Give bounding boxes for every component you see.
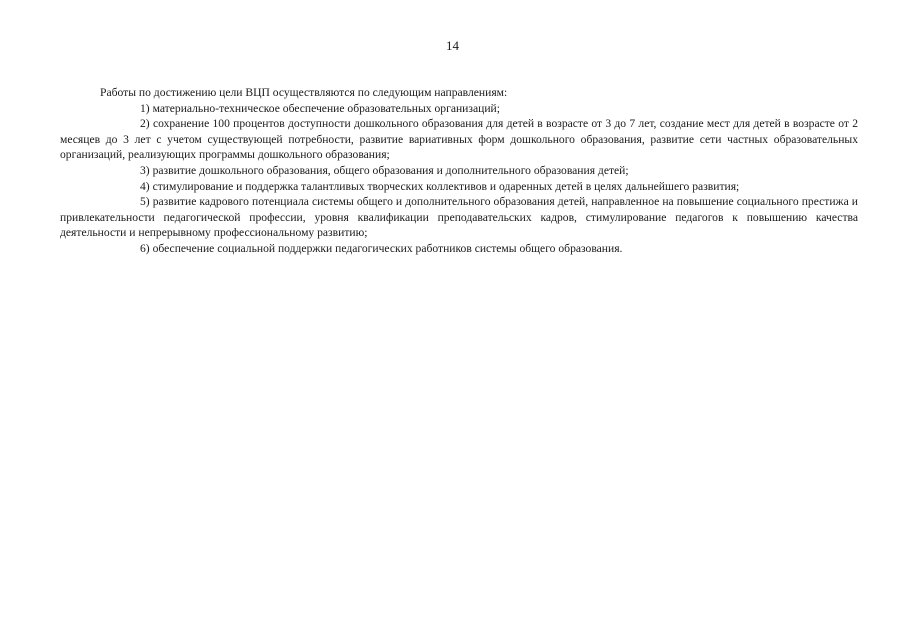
list-item-number: 1) [140, 101, 150, 115]
list-item-number: 3) [140, 163, 150, 177]
list-item-text: развитие кадрового потенциала системы общего и дополнительного образования детей, направленное на повышение социального престижа и привлекательности педагогической профессии, уровня квалификации преподавательских кадров, стимулирование педагогов к повышению качества деятельности и непрерывному профессиональному развитию; [60, 195, 858, 240]
list-item [60, 101, 858, 117]
page-number: 14 [446, 38, 459, 53]
list-item-text: материально-техническое обеспечение образовательных организаций; [152, 101, 500, 115]
document-body [60, 85, 858, 257]
list-item-text: обеспечение социальной поддержки педагогических работников системы общего образования. [152, 241, 623, 255]
list-item-number: 6) [140, 241, 150, 255]
intro-paragraph: Работы по достижению цели ВЦП осуществляются по следующим направлениям: [100, 86, 508, 99]
list-item [60, 241, 858, 257]
list-item [60, 194, 858, 241]
list-item [60, 116, 858, 163]
list-item-text: сохранение 100 процентов доступности дошкольного образования для детей в возрасте от 3 до 7 лет, создание мест для детей в возрасте от 2 месяцев до 3 лет с учетом существующей потребности, развитие вариативных форм дошкольного образования, развитие сети частных образовательных организаций, реализующих программы дошкольного образования; [60, 117, 858, 162]
list-item-number: 5) [140, 195, 150, 209]
list-item-text: стимулирование и поддержка талантливых творческих коллективов и одаренных детей в целях дальнейшего развития; [152, 179, 740, 193]
list-item-number: 2) [140, 117, 150, 131]
list-item-text: развитие дошкольного образования, общего образования и дополнительного образования детей; [152, 163, 629, 177]
list-item [60, 179, 858, 195]
list-item-number: 4) [140, 179, 150, 193]
list-item [60, 163, 858, 179]
